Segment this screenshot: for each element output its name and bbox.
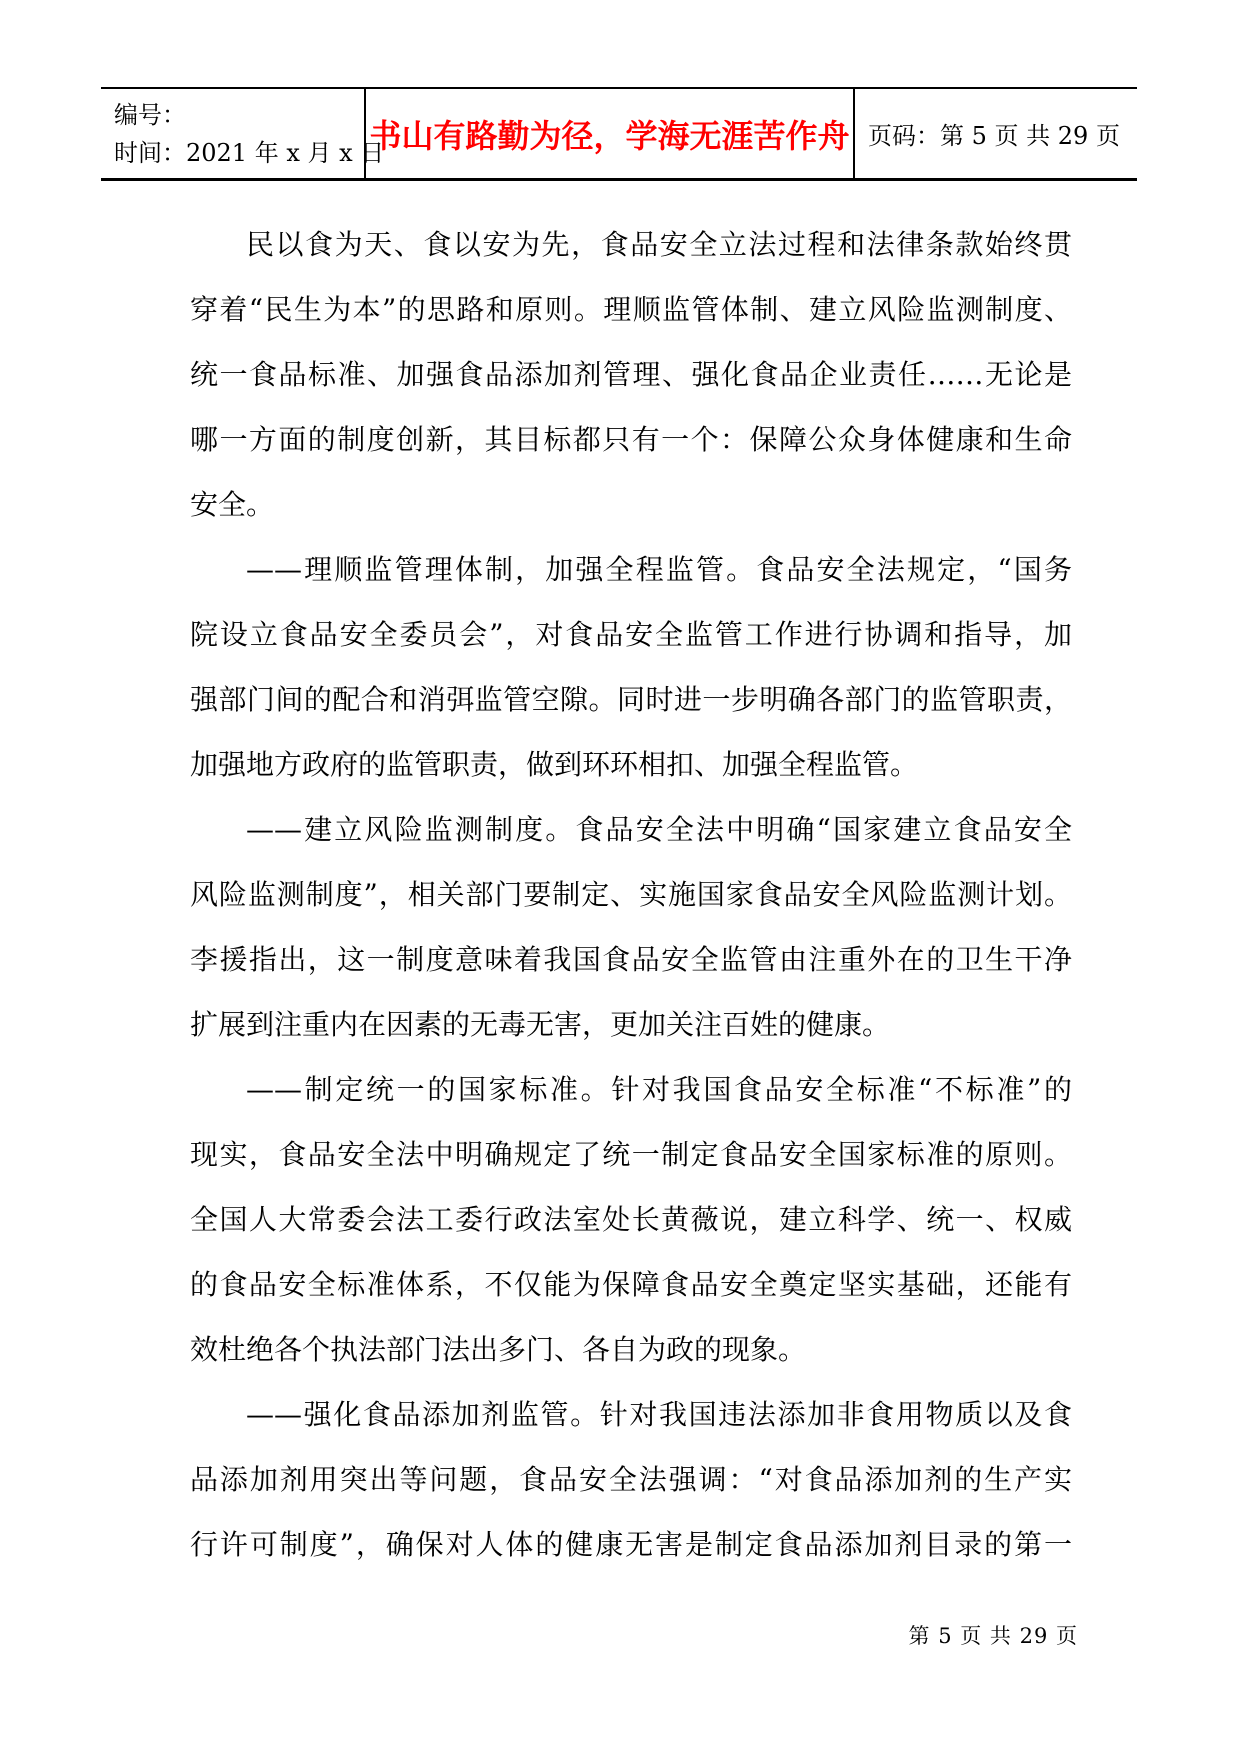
body-line: 全国人大常委会法工委行政法室处长黄薇说，建立科学、统一、权威: [190, 1203, 1072, 1236]
header-page-number-text: 页码：第 5 页 共 29 页: [868, 122, 1120, 150]
header-cell-page-number: [855, 89, 1135, 178]
document-body: [190, 212, 1072, 1577]
header-time-label: 时间：2021 年 x 月 x 日: [114, 139, 385, 167]
body-line: ——制定统一的国家标准。针对我国食品安全标准“不标准”的: [246, 1073, 1072, 1106]
body-line: 穿着“民生为本”的思路和原则。理顺监管体制、建立风险监测制度、: [190, 293, 1072, 326]
body-line: 民以食为天、食以安为先，食品安全立法过程和法律条款始终贯: [246, 228, 1072, 261]
body-line: 风险监测制度”，相关部门要制定、实施国家食品安全风险监测计划。: [190, 878, 1072, 911]
body-line: ——理顺监管理体制，加强全程监管。食品安全法规定，“国务: [246, 553, 1072, 586]
header-cell-number-time: [101, 89, 385, 178]
body-line: 扩展到注重内在因素的无毒无害，更加关注百姓的健康。: [190, 1008, 891, 1041]
body-line: 李援指出，这一制度意味着我国食品安全监管由注重外在的卫生干净: [190, 943, 1072, 976]
body-line: 行许可制度”，确保对人体的健康无害是制定食品添加剂目录的第一: [190, 1528, 1072, 1561]
header-number-label: 编号：: [114, 101, 186, 129]
body-line: ——强化食品添加剂监管。针对我国违法添加非食用物质以及食: [246, 1398, 1072, 1431]
body-line: ——建立风险监测制度。食品安全法中明确“国家建立食品安全: [246, 813, 1072, 846]
body-line: 效杜绝各个执法部门法出多门、各自为政的现象。: [190, 1333, 807, 1366]
body-line: 哪一方面的制度创新，其目标都只有一个：保障公众身体健康和生命: [190, 423, 1072, 456]
body-line: 品添加剂用突出等问题，食品安全法强调：“对食品添加剂的生产实: [190, 1463, 1072, 1496]
body-line: 统一食品标准、加强食品添加剂管理、强化食品企业责任……无论是: [190, 358, 1072, 391]
body-line: 的食品安全标准体系，不仅能为保障食品安全奠定坚实基础，还能有: [190, 1268, 1072, 1301]
header-cell-motto: [364, 89, 855, 178]
footer-page-number: 第 5 页 共 29 页: [908, 1624, 1078, 1648]
header-motto-text: 书山有路勤为径，学海无涯苦作舟: [369, 116, 850, 155]
body-line: 加强地方政府的监管职责，做到环环相扣、加强全程监管。: [190, 748, 919, 781]
header-table: [101, 87, 1137, 181]
body-line: 安全。: [190, 488, 275, 521]
body-line: 现实，食品安全法中明确规定了统一制定食品安全国家标准的原则。: [190, 1138, 1072, 1171]
body-line: 院设立食品安全委员会”，对食品安全监管工作进行协调和指导，加: [190, 618, 1072, 651]
body-line: 强部门间的配合和消弭监管空隙。同时进一步明确各部门的监管职责，: [190, 683, 1072, 716]
